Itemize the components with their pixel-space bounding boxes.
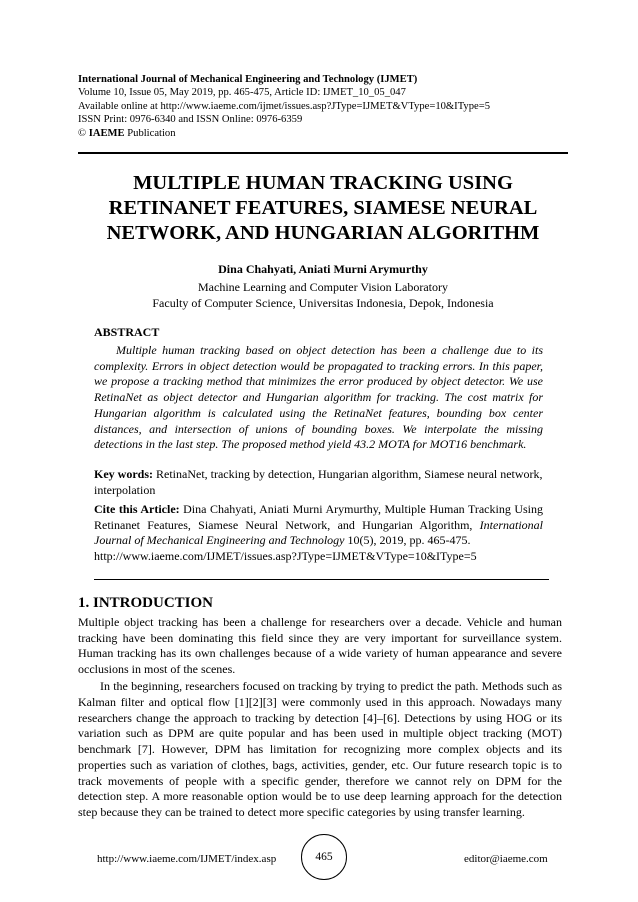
title-line: RETINANET FEATURES, SIAMESE NEURAL bbox=[108, 197, 538, 219]
footer-journal-link[interactable]: http://www.iaeme.com/IJMET/index.asp bbox=[97, 853, 277, 865]
abstract-heading: ABSTRACT bbox=[94, 325, 160, 339]
affiliation bbox=[78, 280, 568, 311]
journal-title: International Journal of Mechanical Engineering and Technology (IJMET) bbox=[78, 74, 418, 85]
cite-text: Dina Chahyati, Aniati Murni Arymurthy, Multiple Human Tracking Using Retinanet Features, Siamese Neural Network, and Hungarian Algorithm, bbox=[94, 502, 543, 532]
publisher-name: IAEME bbox=[88, 127, 125, 139]
footer-email-link[interactable]: editor@iaeme.com bbox=[464, 853, 548, 865]
header-rule bbox=[78, 152, 568, 154]
cite-label: Cite this Article: bbox=[94, 502, 180, 516]
publisher-line bbox=[78, 127, 568, 140]
cite-details: 10(5), 2019, pp. 465-475. bbox=[344, 533, 471, 548]
affiliation-line: Machine Learning and Computer Vision Laboratory bbox=[198, 280, 448, 294]
publisher-suffix: Publication bbox=[124, 127, 176, 139]
affiliation-line: Faculty of Computer Science, Universitas Indonesia, Depok, Indonesia bbox=[152, 295, 494, 310]
keywords-label: Key words: bbox=[94, 467, 153, 481]
introduction-heading: 1. INTRODUCTION bbox=[78, 595, 214, 611]
volume-line: Volume 10, Issue 05, May 2019, pp. 465-475, Article ID: IJMET_10_05_047 bbox=[78, 87, 406, 99]
abstract-text: Multiple human tracking based on object detection has been a challenge due to its complexity. Errors in object detection would be propagated to tracking errors. In this paper, we propose a tracking method that minimizes the error produced by object detector. We use RetinaNet as object detector and Hungarian algorithm for tracking. The cost matrix for Hungarian algorithm is calculated using the RetinaNet features, bounding box center distances, and intersection of unions of bounding boxes. We interpolate the missing detections in the last step. The proposed method yield 43.2 MOTA for MOT16 benchmark. bbox=[94, 343, 543, 452]
cite-journal: International Journal of Mechanical Engineering and Technology bbox=[94, 517, 543, 548]
introduction-paragraph-1: Multiple object tracking has been a challenge for researchers over a decade. Vehicle and human tracking have been dominating this field since they are very important for surveillance system. Human tracking has its own challenges because of a wide variety of human appearance and severe occlusions in most of the scenes. bbox=[78, 615, 562, 676]
issn-line: ISSN Print: 0976-6340 and ISSN Online: 0976-6359 bbox=[78, 114, 303, 126]
cite-url-link[interactable]: http://www.iaeme.com/IJMET/issues.asp?JType=IJMET&VType=10&IType=5 bbox=[94, 549, 477, 564]
keywords bbox=[94, 467, 543, 498]
paper-title bbox=[70, 171, 576, 246]
title-line: MULTIPLE HUMAN TRACKING USING bbox=[133, 172, 513, 194]
page-number-badge: 465 bbox=[301, 834, 347, 880]
available-online-line: Available online at http://www.iaeme.com/ijmet/issues.asp?JType=IJMET&VType=10&IType=5 bbox=[78, 100, 490, 112]
journal-header bbox=[78, 73, 568, 140]
cite-rule bbox=[94, 579, 549, 580]
authors: Dina Chahyati, Aniati Murni Arymurthy bbox=[218, 262, 428, 276]
keywords-text: RetinaNet, tracking by detection, Hungarian algorithm, Siamese neural network, interpolation bbox=[94, 467, 543, 497]
title-line: NETWORK, AND HUNGARIAN ALGORITHM bbox=[106, 222, 540, 244]
cite-this-article bbox=[94, 502, 543, 565]
introduction-paragraph-2: In the beginning, researchers focused on tracking by trying to predict the path. Methods such as Kalman filter and optical flow [1][2][3] were commonly used in this approach. Nowadays many researchers change the approach to tracking by detection [4]–[6]. Detections by using HOG or its variation such as DPM are quite popular and has been used in multiple object tracking (MOT) benchmark [7]. However, DPM has limitation for recognizing more complex objects and its properties such as variation of clothes, bags, activities, gender, etc. Our future research topic is to track movements of people with a specific gender, therefore we cannot rely on DPM for the detection step. A more reasonable option would be to use deep learning approach for the detection step because they can be trained to detect more specific categories by using transfer learning. bbox=[78, 679, 562, 819]
copyright-symbol: © bbox=[78, 127, 89, 139]
